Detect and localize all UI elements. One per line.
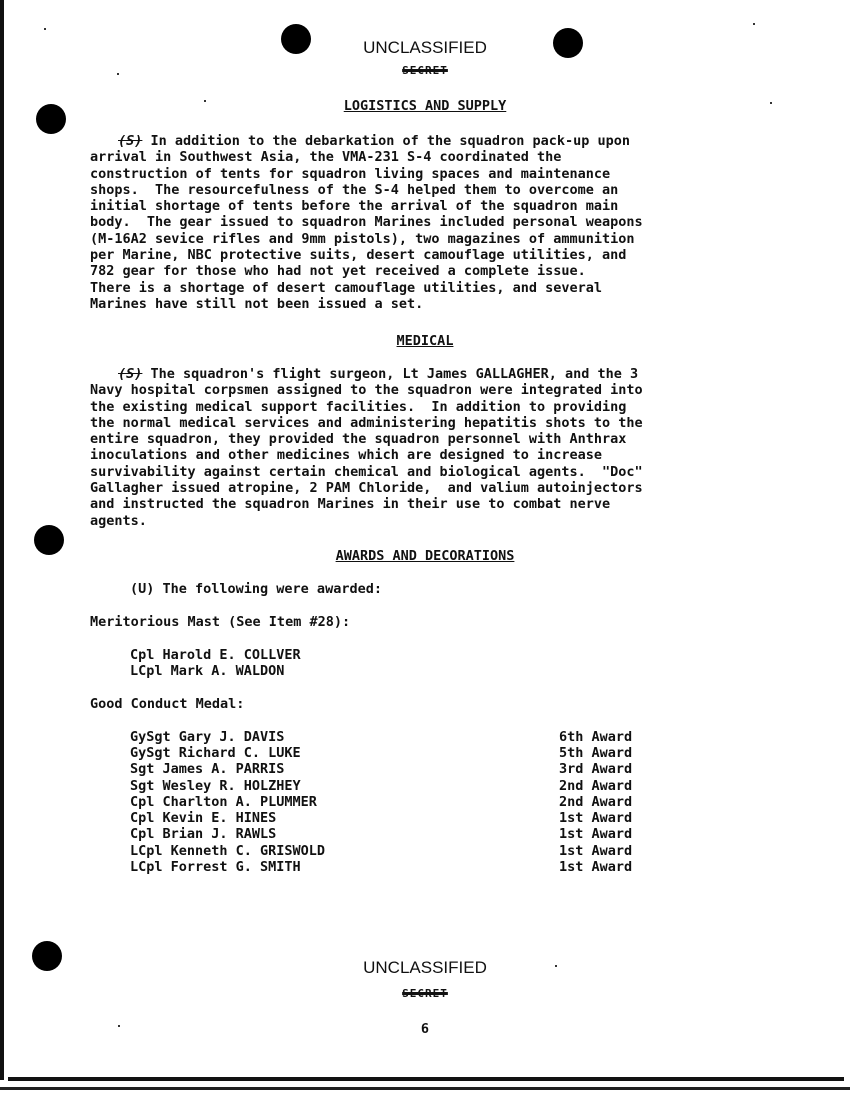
scan-speck	[44, 28, 46, 30]
award-row	[130, 794, 660, 810]
award-row	[130, 826, 660, 842]
recipient-name: LCpl Kenneth C. GRISWOLD	[130, 843, 326, 859]
recipient-name: Cpl Brian J. RAWLS	[130, 826, 277, 842]
mast-recipient: LCpl Mark A. WALDON	[130, 663, 285, 679]
recipient-name: GySgt Gary J. DAVIS	[130, 729, 285, 745]
awards-heading: AWARDS AND DECORATIONS	[335, 548, 515, 564]
recipient-name: LCpl Forrest G. SMITH	[130, 859, 301, 875]
logistics-heading: LOGISTICS AND SUPPLY	[343, 98, 507, 114]
meritorious-mast-title: Meritorious Mast (See Item #28):	[90, 614, 351, 630]
award-count: 3rd Award	[559, 761, 633, 777]
classification-mark: (S)	[118, 133, 143, 149]
recipient-name: Sgt James A. PARRIS	[130, 761, 285, 777]
award-count: 1st Award	[559, 859, 633, 875]
award-count: 2nd Award	[559, 794, 633, 810]
header-classification: UNCLASSIFIED	[363, 38, 487, 57]
mast-recipient: Cpl Harold E. COLLVER	[130, 647, 301, 663]
logistics-paragraph	[90, 133, 790, 312]
award-count: 1st Award	[559, 810, 633, 826]
footer-classification: UNCLASSIFIED	[363, 958, 487, 977]
award-count: 2nd Award	[559, 778, 633, 794]
award-count: 1st Award	[559, 826, 633, 842]
good-conduct-medal-title: Good Conduct Medal:	[90, 696, 245, 712]
awards-intro: (U) The following were awarded:	[130, 581, 382, 597]
recipient-name: Cpl Kevin E. HINES	[130, 810, 277, 826]
classification-mark: (S)	[118, 366, 143, 382]
award-row	[130, 761, 660, 777]
award-count: 5th Award	[559, 745, 633, 761]
recipient-name: Cpl Charlton A. PLUMMER	[130, 794, 317, 810]
scan-bottom-edge	[0, 1087, 850, 1090]
award-row	[130, 810, 660, 826]
award-count: 1st Award	[559, 843, 633, 859]
page-number: 6	[420, 1021, 430, 1037]
recipient-name: Sgt Wesley R. HOLZHEY	[130, 778, 301, 794]
medical-text: The squadron's flight surgeon, Lt James GALLAGHER, and the 3 Navy hospital corpsmen assigned to the squadron were integrated into the existing medical support facilities. In addition to providing the normal medical services and administering hepatitis shots to the entire squadron, they provided the squadron personnel with Anthrax inoculations and other medicines which are designed to increase survivability against certain chemical and biological agents. "Doc" Gallagher issued atropine, 2 PAM Chloride, and valium autoinjectors and instructed the squadron Marines in their use to combat nerve agents.	[90, 366, 643, 529]
award-row	[130, 729, 660, 745]
logistics-text: In addition to the debarkation of the squadron pack-up upon arrival in Southwest Asia, the VMA-231 S-4 coordinated the construction of tents for squadron living spaces and maintenance shops. The resourcefulness of the S-4 helped them to overcome an initial shortage of tents before the arrival of the squadron main body. The gear issued to squadron Marines included personal weapons (M-16A2 sevice rifles and 9mm pistols), two magazines of ammunition per Marine, NBC protective suits, desert camouflage utilities, and 782 gear for those who had not yet received a complete issue. There is a shortage of desert camouflage utilities, and several Marines have still not been issued a set.	[90, 133, 643, 312]
recipient-name: GySgt Richard C. LUKE	[130, 745, 301, 761]
header-struck-marking: SECRET	[402, 64, 448, 77]
scan-bottom-rule	[8, 1077, 844, 1081]
award-count: 6th Award	[559, 729, 633, 745]
scan-left-edge	[0, 0, 4, 1080]
award-row	[130, 745, 660, 761]
scan-speck	[753, 23, 755, 25]
award-row	[130, 859, 660, 875]
footer-struck-marking: SECRET	[402, 987, 448, 1000]
medical-paragraph	[90, 366, 790, 529]
award-row	[130, 843, 660, 859]
medical-heading: MEDICAL	[396, 333, 454, 349]
award-row	[130, 778, 660, 794]
